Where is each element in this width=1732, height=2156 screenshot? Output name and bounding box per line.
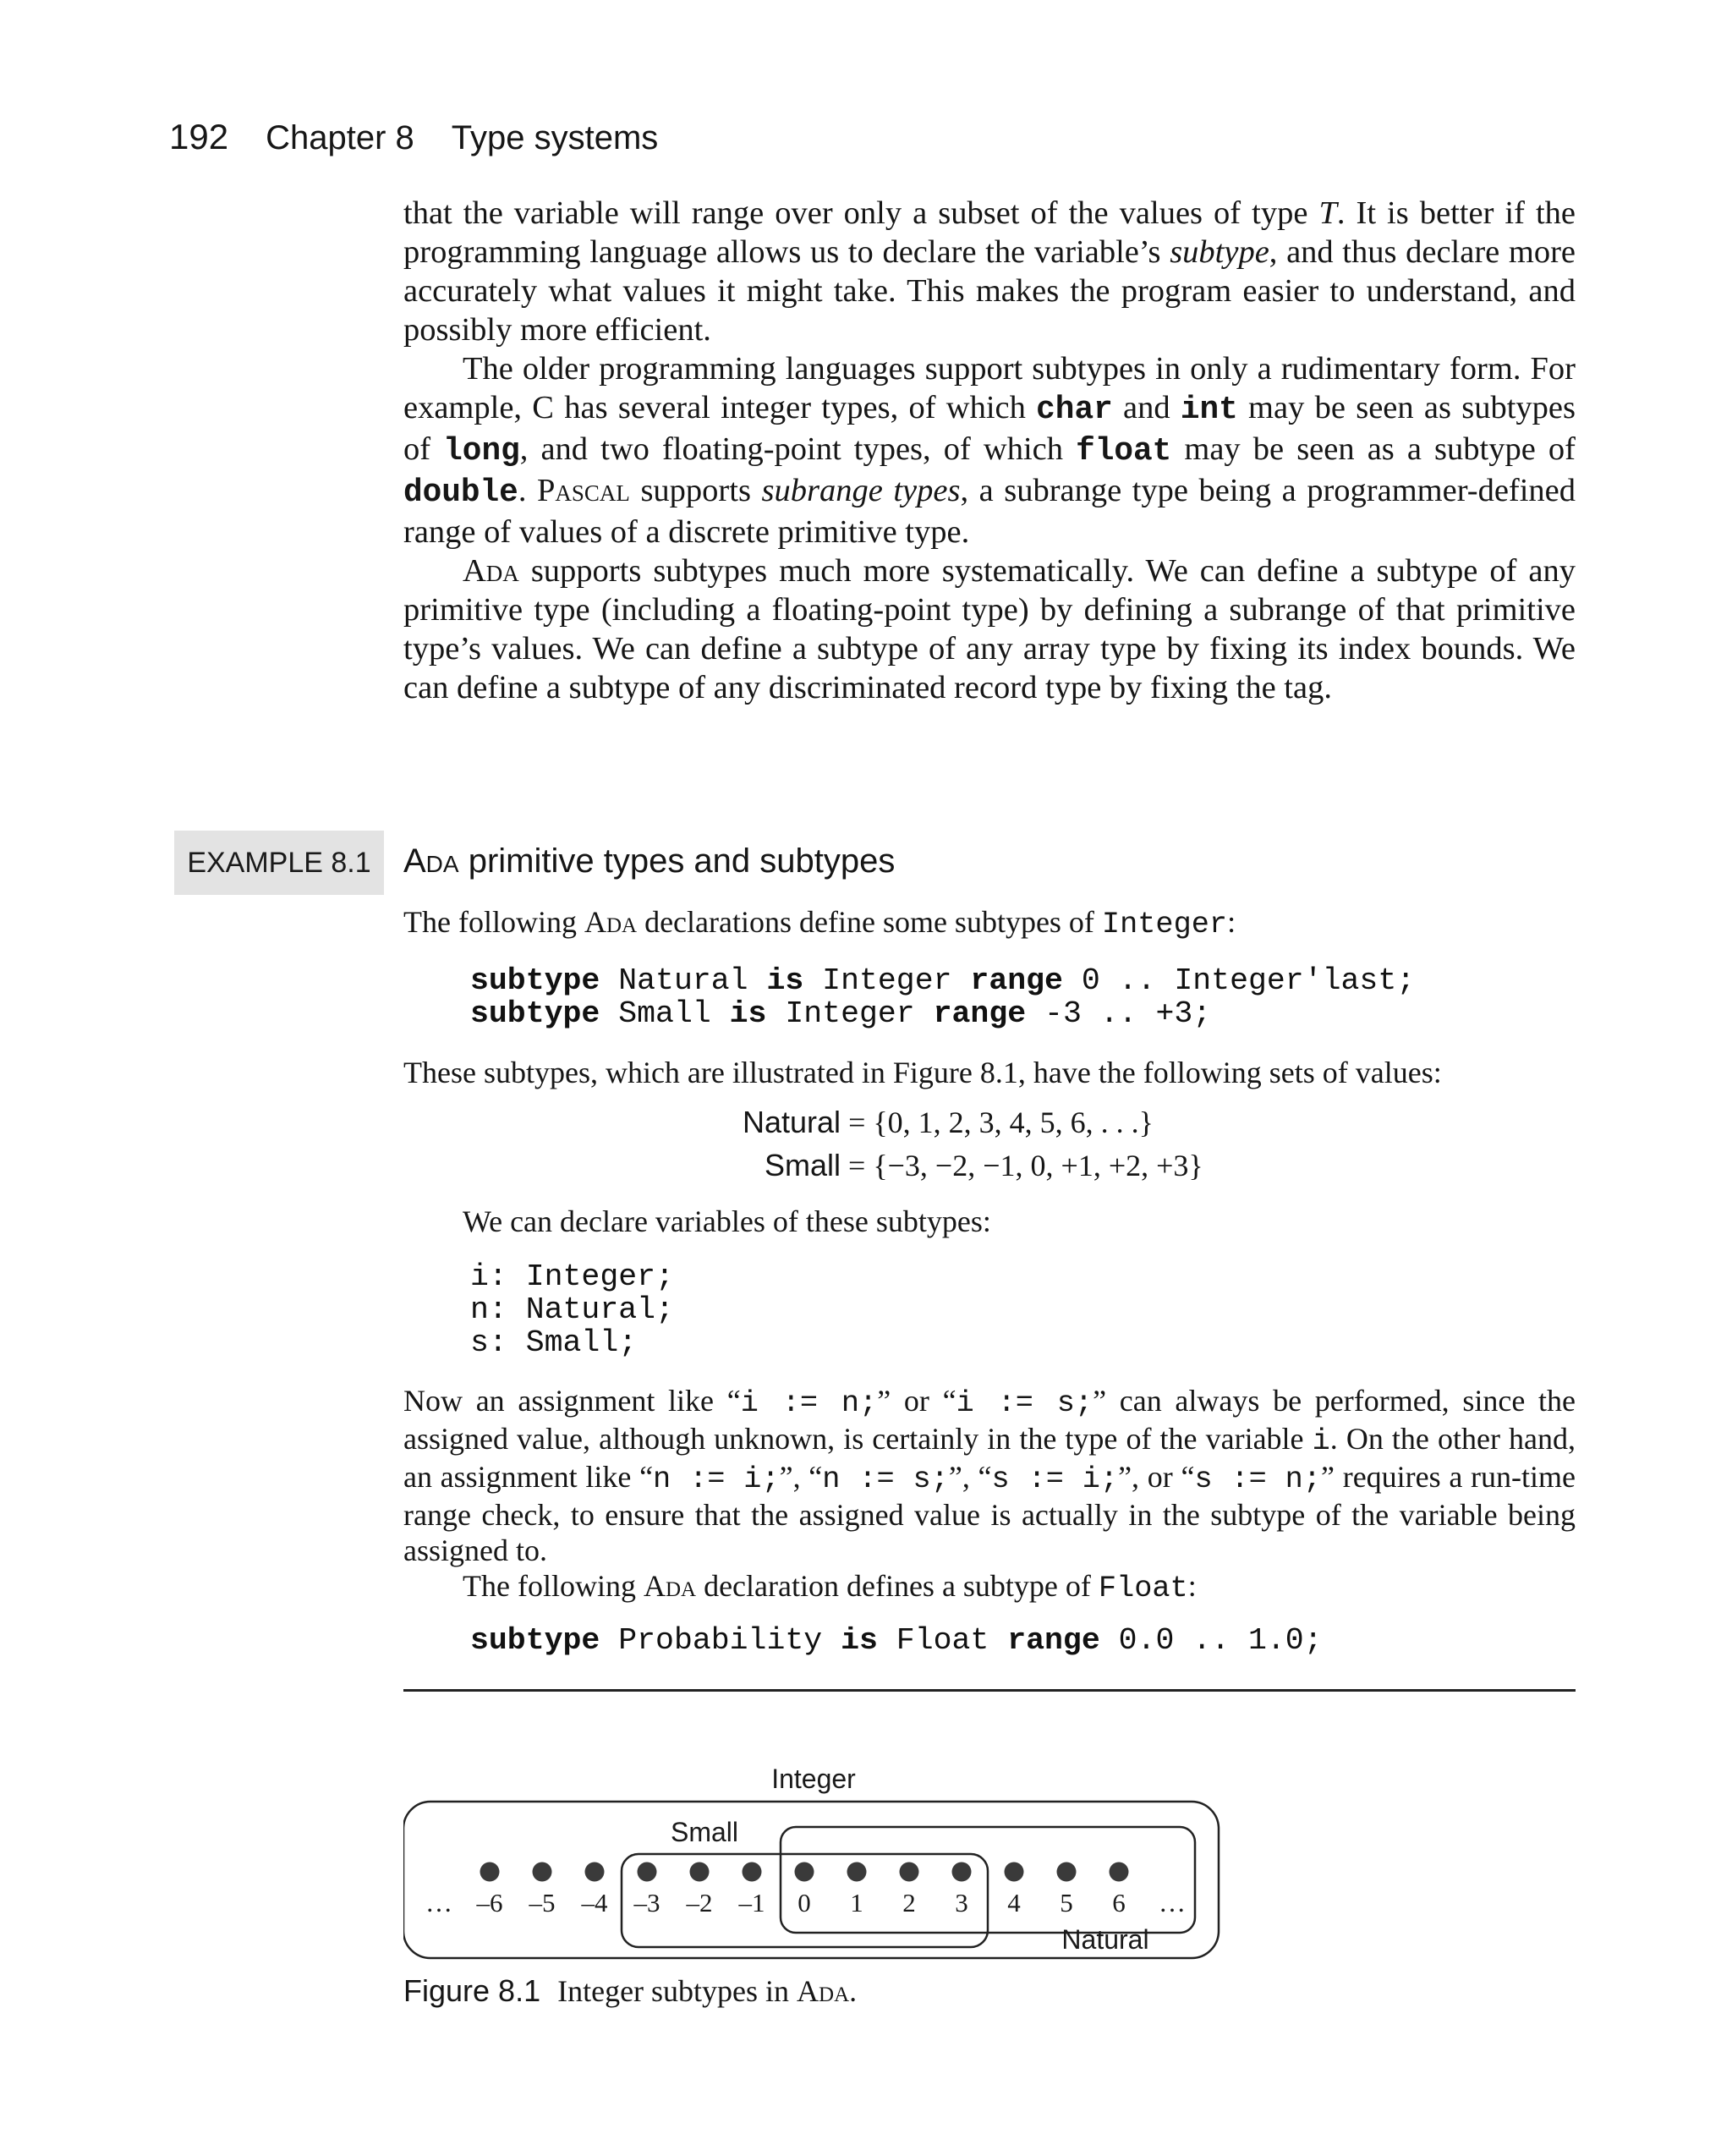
example-title: Ada primitive types and subtypes — [403, 842, 896, 880]
integer-value-dot — [847, 1862, 867, 1882]
integer-value-label: –1 — [738, 1888, 765, 1917]
integer-value-dot — [480, 1862, 500, 1882]
integer-value-dot — [900, 1862, 919, 1882]
chapter-label: Chapter 8 — [266, 119, 414, 156]
subtype-sets-sentence: These subtypes, which are illustrated in Figure 8.1, have the following sets of values: — [403, 1056, 1442, 1089]
figure-caption: Figure 8.1 Integer subtypes in Ada. — [403, 1973, 858, 2008]
integer-value-dot — [690, 1862, 710, 1882]
integer-value-label: 4 — [1007, 1888, 1021, 1917]
integer-value-dot — [1110, 1862, 1129, 1882]
integer-value-dot — [638, 1862, 657, 1882]
page-number: 192 — [169, 117, 229, 156]
code-line: s: Small; — [470, 1325, 638, 1360]
code-line: subtype Natural is Integer range 0 .. Integer'last; — [470, 963, 1416, 998]
code-block-subtypes — [470, 964, 1415, 1030]
integer-value-dot — [795, 1862, 814, 1882]
paragraph-5: The following Ada declaration defines a subtype of Float: — [463, 1569, 1197, 1605]
left-ellipsis: … — [425, 1887, 452, 1917]
example-label: EXAMPLE 8.1 — [174, 831, 384, 895]
integer-value-label: –6 — [476, 1888, 503, 1917]
integer-value-label: –3 — [633, 1888, 660, 1917]
integer-value-label: 3 — [955, 1888, 968, 1917]
paragraph-3: Ada supports subtypes much more systematically. We can define a subtype of any primitive type (including a floating-point type) by defining a subrange of that primitive type’s values. We can define a subtype of any array type by fixing its index bounds. We can define a subtype of any discriminated record type by fixing the tag. — [403, 553, 1576, 705]
integer-values — [476, 1862, 1129, 1918]
code-line: subtype Small is Integer range -3 .. +3; — [470, 996, 1212, 1031]
code-block-probability: subtype Probability is Float range 0.0 .. 1.0; — [470, 1623, 1323, 1658]
intro-text — [403, 194, 1576, 707]
declare-variables-sentence: We can declare variables of these subtypes: — [463, 1204, 991, 1238]
natural-set: Natural = {0, 1, 2, 3, 4, 5, 6, . . .} — [743, 1105, 1154, 1139]
example-intro-sentence: The following Ada declarations define some subtypes of Integer: — [403, 905, 1236, 941]
small-set: Small = {−3, −2, −1, 0, +1, +2, +3} — [765, 1148, 1203, 1182]
integer-value-dot — [533, 1862, 552, 1882]
integer-value-label: 0 — [797, 1888, 811, 1917]
running-head — [169, 117, 658, 157]
chapter-title: Type systems — [451, 119, 659, 156]
integer-value-dot — [1005, 1862, 1024, 1882]
integer-subtypes-figure — [403, 1759, 1249, 1962]
paragraph-4: Now an assignment like “i := n;” or “i := s;” can always be performed, since the assigned value, although unknown, is certainly in the type of the variable i. On the other hand, an assignment like “n := i;”, “n := s;”, “s := i;”, or “s := n;” requires a run-time range check, to ensure that the assigned value is actually in the subtype of the variable being assigned to. — [403, 1384, 1576, 1567]
code-line: i: Integer; — [470, 1259, 674, 1294]
integer-value-label: 1 — [850, 1888, 863, 1917]
code-line: n: Natural; — [470, 1292, 674, 1327]
paragraph-1: that the variable will range over only a subset of the values of type T. It is better if the programming language allows us to declare the variable’s subtype, and thus declare more accurately what values it might take. This makes the program easier to understand, and possibly more efficient. — [403, 195, 1576, 348]
integer-value-label: –5 — [529, 1888, 556, 1917]
integer-value-label: 2 — [902, 1888, 916, 1917]
integer-value-label: 5 — [1060, 1888, 1073, 1917]
small-label: Small — [670, 1817, 739, 1847]
integer-label: Integer — [771, 1764, 856, 1794]
integer-value-label: 6 — [1112, 1888, 1126, 1917]
paragraph-2: The older programming languages support subtypes in only a rudimentary form. For example, C has several integer types, of which char and int may be seen as subtypes of long, and two floating-point types, of which float may be seen as a subtype of double. Pascal supports subrange types, a subrange type being a programmer-defined range of values of a discrete primitive type. — [403, 351, 1576, 550]
code-block-variables — [470, 1260, 674, 1359]
example-end-rule — [403, 1689, 1576, 1692]
integer-value-dot — [952, 1862, 972, 1882]
integer-value-dot — [743, 1862, 762, 1882]
integer-value-dot — [585, 1862, 605, 1882]
integer-value-label: –2 — [686, 1888, 713, 1917]
integer-value-label: –4 — [581, 1888, 608, 1917]
figure-number: Figure 8.1 — [403, 1973, 541, 2008]
integer-value-dot — [1057, 1862, 1077, 1882]
right-ellipsis: … — [1159, 1887, 1186, 1917]
natural-label: Natural — [1061, 1924, 1149, 1955]
assignment-text — [403, 1383, 1576, 1606]
